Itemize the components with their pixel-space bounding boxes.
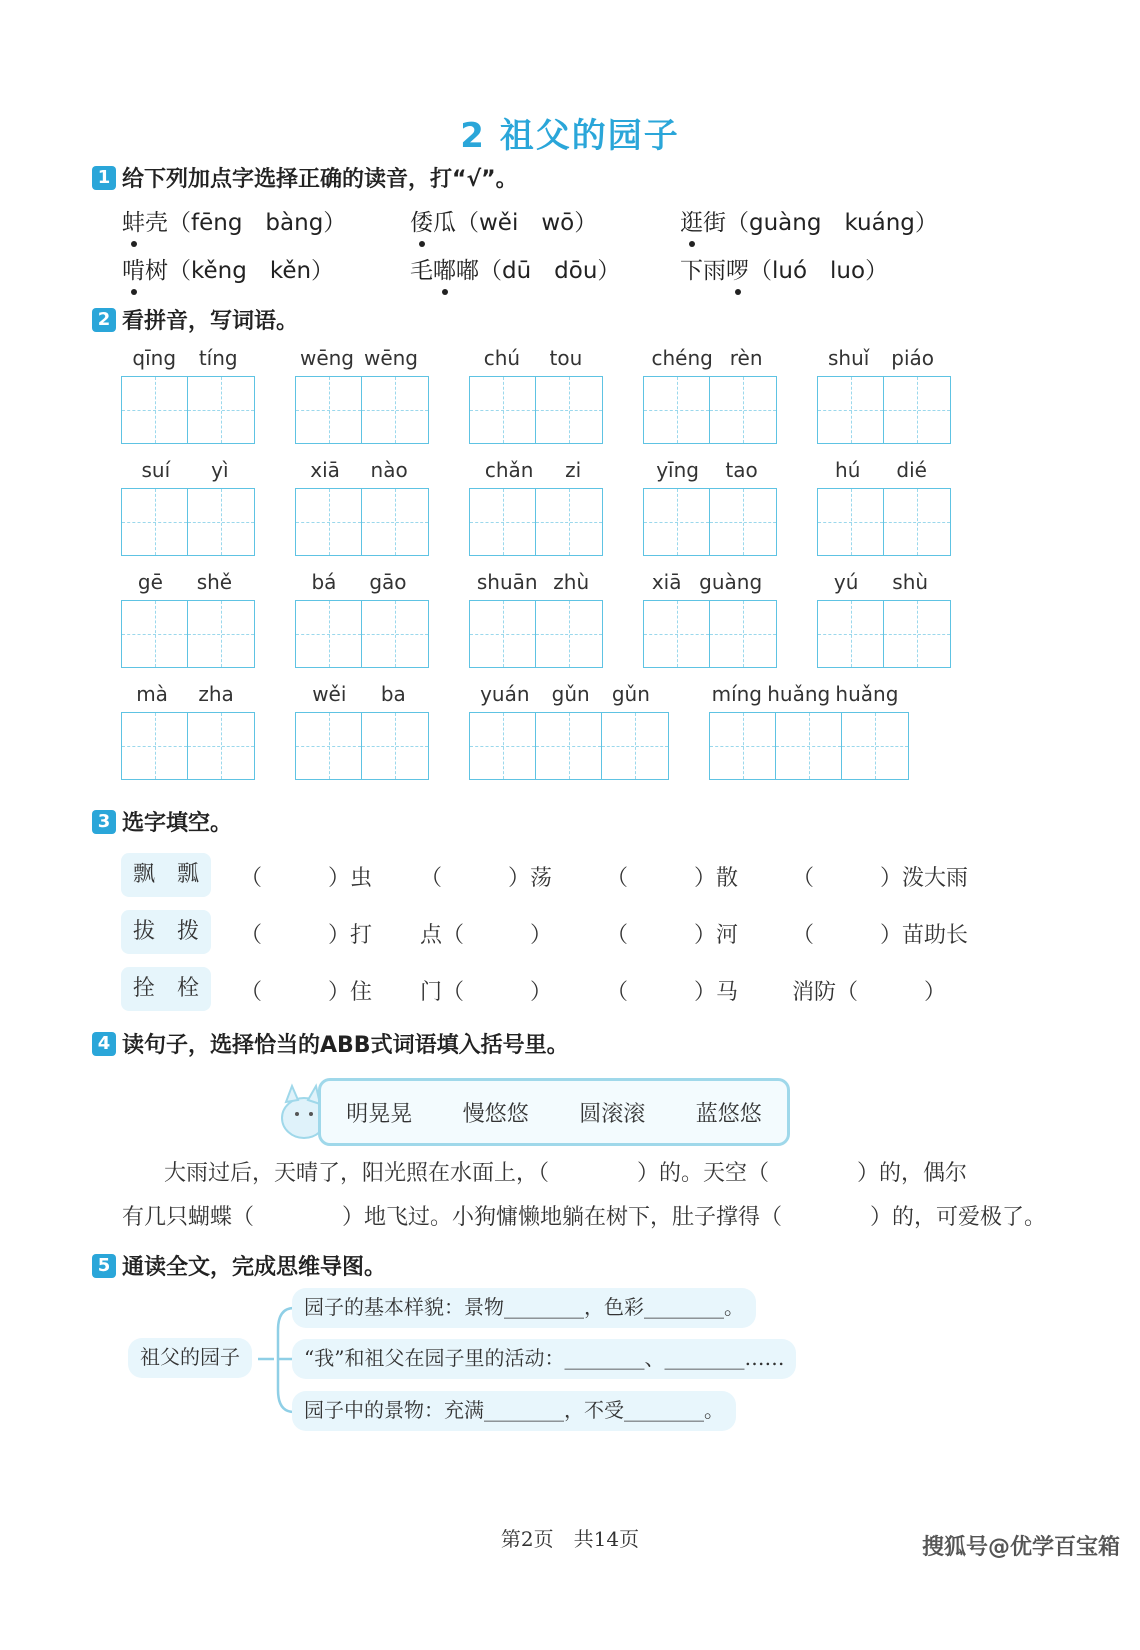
pinyin-syllable: tao <box>725 458 758 482</box>
word-part: 瓜 <box>433 210 456 236</box>
pinyin-syllable: huǎng <box>835 682 899 706</box>
fill-blank[interactable]: （ ）河 <box>606 923 739 948</box>
q3-heading <box>92 806 232 837</box>
q2-heading <box>92 304 298 335</box>
pinyin-syllable: rèn <box>729 346 763 370</box>
word-part: 毛 <box>410 258 433 284</box>
dotted-char: 啃 <box>122 252 145 285</box>
writing-cell[interactable] <box>776 713 842 779</box>
pinyin-options: （dū dōu） <box>479 258 621 284</box>
pinyin-syllable: guàng <box>699 570 763 594</box>
q1-item <box>122 204 346 237</box>
pinyin-syllable: dié <box>896 458 927 482</box>
writing-grid[interactable] <box>817 600 951 668</box>
writing-cell[interactable] <box>710 601 776 667</box>
word-option: 圆滚滚 <box>579 1101 646 1127</box>
pinyin-label <box>295 682 423 706</box>
fill-blank[interactable]: （ ）住 <box>240 980 373 1005</box>
pinyin-options: （guàng kuáng） <box>726 210 938 236</box>
pinyin-syllable: huǎng <box>767 682 831 706</box>
pinyin-syllable: wēng <box>363 346 419 370</box>
q5-heading-text: 通读全文，完成思维导图。 <box>122 1255 387 1280</box>
writing-cell[interactable] <box>818 377 884 443</box>
writing-grid[interactable] <box>295 376 429 444</box>
pinyin-syllable: wěi <box>312 682 347 706</box>
watermark: 搜狐号@优学百宝箱 <box>921 1535 1120 1560</box>
dotted-char: 啰 <box>726 252 749 285</box>
fill-blank[interactable]: （ ）马 <box>606 980 739 1005</box>
pinyin-syllable: shuān <box>476 570 538 594</box>
pinyin-options: （wěi wō） <box>456 210 598 236</box>
pinyin-syllable: shù <box>892 570 929 594</box>
pinyin-syllable: yuán <box>480 682 530 706</box>
pinyin-label <box>121 346 249 370</box>
fill-blank[interactable]: 消防（ ） <box>792 980 947 1005</box>
pinyin-syllable: yì <box>211 458 229 482</box>
page-footer: 第2页 共14页 <box>500 1527 640 1551</box>
writing-grid[interactable] <box>121 376 255 444</box>
q1-item <box>122 252 334 285</box>
writing-cell[interactable] <box>884 377 950 443</box>
pinyin-syllable: gāo <box>369 570 407 594</box>
writing-cell[interactable] <box>644 489 710 555</box>
q4-heading-text: 读句子，选择恰当的ABB式词语填入括号里。 <box>122 1033 569 1058</box>
writing-cell[interactable] <box>470 601 536 667</box>
writing-cell[interactable] <box>122 377 188 443</box>
pinyin-label <box>817 458 945 482</box>
writing-cell[interactable] <box>188 713 254 779</box>
pinyin-label <box>469 346 597 370</box>
q1-item <box>680 204 938 237</box>
writing-cell[interactable] <box>296 713 362 779</box>
fill-blank[interactable]: （ ）苗助长 <box>792 923 969 948</box>
pinyin-syllable: nào <box>370 458 408 482</box>
pinyin-syllable: tíng <box>198 346 238 370</box>
pinyin-syllable: suí <box>141 458 171 482</box>
pinyin-syllable: xiā <box>310 458 340 482</box>
writing-grid[interactable] <box>295 600 429 668</box>
writing-cell[interactable] <box>122 489 188 555</box>
word-option: 蓝悠悠 <box>695 1101 762 1127</box>
fill-blank[interactable]: （ ）虫 <box>240 866 373 891</box>
pinyin-syllable: gǔn <box>551 682 590 706</box>
word-option: 明晃晃 <box>346 1101 413 1127</box>
word-part: 壳 <box>145 210 168 236</box>
mindmap-branch-scenery: 园子中的景物：充满________，不受________。 <box>292 1391 736 1431</box>
pinyin-syllable: piáo <box>891 346 934 370</box>
word-part: 街 <box>703 210 726 236</box>
pinyin-label <box>643 346 771 370</box>
fill-blank[interactable]: （ ）打 <box>240 923 373 948</box>
word-option: 慢悠悠 <box>462 1101 529 1127</box>
writing-cell[interactable] <box>842 713 908 779</box>
writing-grid[interactable] <box>295 712 429 780</box>
q1-heading-text: 给下列加点字选择正确的读音，打“√”。 <box>122 167 518 192</box>
pinyin-syllable: yú <box>833 570 859 594</box>
writing-cell[interactable] <box>470 489 536 555</box>
writing-grid[interactable] <box>469 376 603 444</box>
q5-heading <box>92 1250 386 1281</box>
char-choice-chip: 飘 瓢 <box>121 853 211 897</box>
pinyin-syllable: ba <box>380 682 406 706</box>
pinyin-label <box>709 682 901 706</box>
pinyin-label <box>469 458 597 482</box>
pinyin-syllable: bá <box>311 570 337 594</box>
pinyin-syllable: yīng <box>656 458 699 482</box>
q1-item <box>680 252 888 285</box>
writing-cell[interactable] <box>884 489 950 555</box>
writing-cell[interactable] <box>122 601 188 667</box>
pinyin-label <box>121 570 249 594</box>
writing-cell[interactable] <box>536 489 602 555</box>
word-part: 树 <box>145 258 168 284</box>
pinyin-syllable: gē <box>137 570 163 594</box>
pinyin-syllable: qīng <box>132 346 177 370</box>
writing-cell[interactable] <box>710 713 776 779</box>
word-choice-box <box>318 1078 790 1146</box>
q2-number: 2 <box>92 308 116 332</box>
q1-item <box>410 252 620 285</box>
char-choice-chip: 拔 拨 <box>121 910 211 954</box>
writing-grid[interactable] <box>121 712 255 780</box>
word-part: 嘟 <box>456 258 479 284</box>
writing-cell[interactable] <box>644 601 710 667</box>
q1-item <box>410 204 597 237</box>
writing-cell[interactable] <box>818 489 884 555</box>
q4-passage-line1: 大雨过后，天晴了，阳光照在水面上，（ ）的。天空（ ）的，偶尔 <box>164 1161 968 1186</box>
pinyin-label <box>121 458 249 482</box>
writing-grid[interactable] <box>121 488 255 556</box>
writing-cell[interactable] <box>362 713 428 779</box>
pinyin-label <box>817 346 945 370</box>
writing-cell[interactable] <box>644 377 710 443</box>
pinyin-syllable: zhù <box>553 570 590 594</box>
q1-heading <box>92 162 518 193</box>
pinyin-syllable: chú <box>483 346 521 370</box>
pinyin-syllable: tou <box>549 346 583 370</box>
q5-number: 5 <box>92 1254 116 1278</box>
q3-heading-text: 选字填空。 <box>122 811 233 836</box>
pinyin-label <box>295 346 423 370</box>
page-title: 2 祖父的园子 <box>460 116 680 156</box>
writing-cell[interactable] <box>122 713 188 779</box>
dotted-char: 倭 <box>410 204 433 237</box>
writing-cell[interactable] <box>362 601 428 667</box>
pinyin-syllable: wēng <box>299 346 355 370</box>
writing-cell[interactable] <box>536 601 602 667</box>
dotted-char: 嘟 <box>433 252 456 285</box>
pinyin-label <box>643 570 771 594</box>
q2-heading-text: 看拼音，写词语。 <box>122 309 299 334</box>
mindmap-branch-appearance: 园子的基本样貌：景物________，色彩________。 <box>292 1288 756 1328</box>
pinyin-label <box>121 682 249 706</box>
writing-grid[interactable] <box>643 488 777 556</box>
pinyin-syllable: mà <box>136 682 168 706</box>
pinyin-syllable: shě <box>196 570 233 594</box>
pinyin-label <box>295 570 423 594</box>
writing-grid[interactable] <box>709 712 909 780</box>
q3-number: 3 <box>92 810 116 834</box>
writing-cell[interactable] <box>188 489 254 555</box>
writing-cell[interactable] <box>710 377 776 443</box>
writing-cell[interactable] <box>470 377 536 443</box>
fill-blank[interactable]: 点（ ） <box>420 923 553 948</box>
dotted-char: 逛 <box>680 204 703 237</box>
pinyin-syllable: gǔn <box>611 682 650 706</box>
mindmap-branch-activities: “我”和祖父在园子里的活动：________、________…… <box>292 1339 796 1379</box>
writing-cell[interactable] <box>884 601 950 667</box>
pinyin-label <box>295 458 423 482</box>
q4-number: 4 <box>92 1032 116 1056</box>
writing-grid[interactable] <box>295 488 429 556</box>
dotted-char: 蚌 <box>122 204 145 237</box>
writing-grid[interactable] <box>121 600 255 668</box>
pinyin-options: （luó luo） <box>749 258 889 284</box>
writing-cell[interactable] <box>818 601 884 667</box>
pinyin-label <box>643 458 771 482</box>
fill-blank[interactable]: （ ）荡 <box>420 866 553 891</box>
writing-cell[interactable] <box>296 601 362 667</box>
writing-cell[interactable] <box>296 377 362 443</box>
pinyin-syllable: chéng <box>651 346 713 370</box>
pinyin-syllable: zha <box>198 682 234 706</box>
writing-cell[interactable] <box>536 377 602 443</box>
q4-passage-line2: 有几只蝴蝶（ ）地飞过。小狗慵懒地躺在树下，肚子撑得（ ）的，可爱极了。 <box>122 1205 1047 1230</box>
q1-number: 1 <box>92 166 116 190</box>
fill-blank[interactable]: 门（ ） <box>420 980 553 1005</box>
q4-heading <box>92 1028 569 1059</box>
writing-cell[interactable] <box>296 489 362 555</box>
pinyin-syllable: zi <box>565 458 582 482</box>
writing-grid[interactable] <box>817 488 951 556</box>
mindmap-root: 祖父的园子 <box>128 1338 252 1378</box>
writing-cell[interactable] <box>188 601 254 667</box>
writing-grid[interactable] <box>469 712 669 780</box>
pinyin-syllable: chǎn <box>484 458 534 482</box>
fill-blank[interactable]: （ ）泼大雨 <box>792 866 969 891</box>
writing-cell[interactable] <box>362 377 428 443</box>
pinyin-options: （fēng bàng） <box>168 210 347 236</box>
writing-cell[interactable] <box>188 377 254 443</box>
writing-cell[interactable] <box>710 489 776 555</box>
writing-cell[interactable] <box>536 713 602 779</box>
word-part: 下雨 <box>680 258 726 284</box>
pinyin-syllable: míng <box>711 682 763 706</box>
writing-cell[interactable] <box>362 489 428 555</box>
pinyin-options: （kěng kěn） <box>168 258 335 284</box>
pinyin-label <box>817 570 945 594</box>
pinyin-label <box>469 570 597 594</box>
fill-blank[interactable]: （ ）散 <box>606 866 739 891</box>
pinyin-label <box>469 682 661 706</box>
writing-grid[interactable] <box>643 600 777 668</box>
writing-cell[interactable] <box>602 713 668 779</box>
char-choice-chip: 拴 栓 <box>121 967 211 1011</box>
writing-grid[interactable] <box>469 600 603 668</box>
pinyin-syllable: shuǐ <box>827 346 870 370</box>
writing-grid[interactable] <box>469 488 603 556</box>
writing-grid[interactable] <box>817 376 951 444</box>
pinyin-syllable: hú <box>835 458 861 482</box>
writing-cell[interactable] <box>470 713 536 779</box>
writing-grid[interactable] <box>643 376 777 444</box>
pinyin-syllable: xiā <box>651 570 682 594</box>
